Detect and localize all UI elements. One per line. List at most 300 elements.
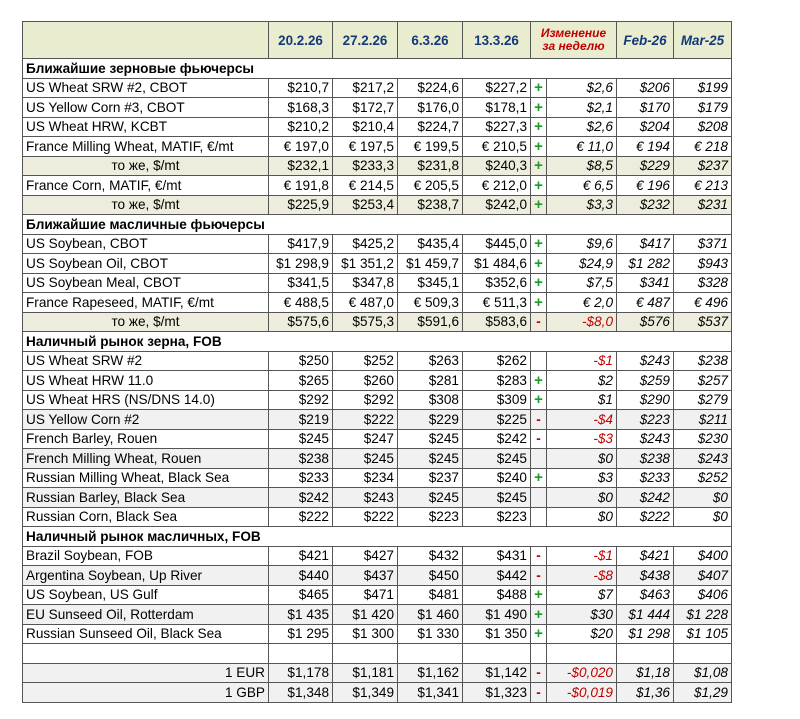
price-cell-3: € 199,5 xyxy=(398,137,463,157)
change-sign: + xyxy=(531,390,547,410)
price-cell-1: € 191,8 xyxy=(269,176,333,196)
row-label: Russian Corn, Black Sea xyxy=(23,507,269,527)
price-cell-1: $1 435 xyxy=(269,605,333,625)
weekly-change-value: $2,1 xyxy=(547,98,617,118)
header-row xyxy=(23,22,732,59)
price-cell-1: $168,3 xyxy=(269,98,333,118)
section-title: Ближайшие зерновые фьючерсы xyxy=(23,59,732,79)
table-row xyxy=(23,429,732,449)
weekly-change-value: $9,6 xyxy=(547,234,617,254)
price-cell-1: $341,5 xyxy=(269,273,333,293)
price-cell-1: $242 xyxy=(269,488,333,508)
mar-value: $279 xyxy=(674,390,732,410)
mar-value: $0 xyxy=(674,507,732,527)
row-label: Russian Sunseed Oil, Black Sea xyxy=(23,624,269,644)
mar-value: $230 xyxy=(674,429,732,449)
price-cell-2: $210,4 xyxy=(333,117,398,137)
price-cell-2: $260 xyxy=(333,371,398,391)
price-cell-1: $265 xyxy=(269,371,333,391)
weekly-change-value: -$0,020 xyxy=(547,663,617,683)
price-cell-1: $575,6 xyxy=(269,312,333,332)
change-sign: + xyxy=(531,293,547,313)
weekly-change-value: $1 xyxy=(547,390,617,410)
table-body xyxy=(23,59,732,703)
price-cell-3: $1 330 xyxy=(398,624,463,644)
header-date-4: 13.3.26 xyxy=(463,22,531,59)
price-cell-4: $283 xyxy=(463,371,531,391)
price-cell-4: $309 xyxy=(463,390,531,410)
change-sign xyxy=(531,351,547,371)
feb-value: $229 xyxy=(617,156,674,176)
row-label: France Rapeseed, MATIF, €/mt xyxy=(23,293,269,313)
price-cell-4: $431 xyxy=(463,546,531,566)
price-cell-4: $1,142 xyxy=(463,663,531,683)
change-sign: + xyxy=(531,117,547,137)
empty-cell xyxy=(547,644,617,664)
empty-cell xyxy=(674,644,732,664)
price-cell-2: $427 xyxy=(333,546,398,566)
feb-value: $170 xyxy=(617,98,674,118)
price-cell-3: $263 xyxy=(398,351,463,371)
row-label: US Yellow Corn #3, CBOT xyxy=(23,98,269,118)
price-cell-3: $224,6 xyxy=(398,78,463,98)
table-row xyxy=(23,488,732,508)
weekly-change-value: -$8,0 xyxy=(547,312,617,332)
feb-value: $576 xyxy=(617,312,674,332)
usd-conversion-row xyxy=(23,156,732,176)
price-cell-3: € 509,3 xyxy=(398,293,463,313)
feb-value: $290 xyxy=(617,390,674,410)
price-cell-4: $240,3 xyxy=(463,156,531,176)
mar-value: $199 xyxy=(674,78,732,98)
row-label: French Barley, Rouen xyxy=(23,429,269,449)
price-cell-3: $237 xyxy=(398,468,463,488)
mar-value: $943 xyxy=(674,254,732,274)
row-label: то же, $/mt xyxy=(23,195,269,215)
table-row xyxy=(23,507,732,527)
row-label: US Soybean, US Gulf xyxy=(23,585,269,605)
price-cell-4: $442 xyxy=(463,566,531,586)
row-label: US Wheat HRS (NS/DNS 14.0) xyxy=(23,390,269,410)
price-cell-4: $445,0 xyxy=(463,234,531,254)
section-title: Ближайшие масличные фьючерсы xyxy=(23,215,732,235)
price-cell-3: $1 460 xyxy=(398,605,463,625)
change-sign: + xyxy=(531,156,547,176)
mar-value: $257 xyxy=(674,371,732,391)
price-cell-3: $450 xyxy=(398,566,463,586)
section-header-row xyxy=(23,527,732,547)
exchange-rate-row xyxy=(23,683,732,703)
row-label: US Wheat HRW 11.0 xyxy=(23,371,269,391)
header-feb: Feb-26 xyxy=(617,22,674,59)
price-cell-3: $1 459,7 xyxy=(398,254,463,274)
weekly-change-value: € 2,0 xyxy=(547,293,617,313)
price-cell-1: $245 xyxy=(269,429,333,449)
weekly-change-value: € 11,0 xyxy=(547,137,617,157)
price-cell-2: $172,7 xyxy=(333,98,398,118)
change-sign: - xyxy=(531,566,547,586)
row-label: 1 EUR xyxy=(23,663,269,683)
price-cell-1: $238 xyxy=(269,449,333,469)
weekly-change-value: $7 xyxy=(547,585,617,605)
price-cell-3: $224,7 xyxy=(398,117,463,137)
mar-value: € 496 xyxy=(674,293,732,313)
price-cell-1: $233 xyxy=(269,468,333,488)
price-cell-1: $232,1 xyxy=(269,156,333,176)
price-cell-4: $488 xyxy=(463,585,531,605)
price-cell-3: $238,7 xyxy=(398,195,463,215)
change-sign: + xyxy=(531,137,547,157)
row-label: 1 GBP xyxy=(23,683,269,703)
price-cell-3: $231,8 xyxy=(398,156,463,176)
price-cell-2: $1,181 xyxy=(333,663,398,683)
price-cell-2: $437 xyxy=(333,566,398,586)
table-row xyxy=(23,98,732,118)
price-cell-4: $245 xyxy=(463,449,531,469)
header-change-line1: Изменение xyxy=(540,26,607,40)
header-date-2: 27.2.26 xyxy=(333,22,398,59)
feb-value: $242 xyxy=(617,488,674,508)
weekly-change-value: $20 xyxy=(547,624,617,644)
change-sign: + xyxy=(531,98,547,118)
price-cell-4: € 511,3 xyxy=(463,293,531,313)
price-cell-2: $1,349 xyxy=(333,683,398,703)
price-cell-3: $229 xyxy=(398,410,463,430)
price-cell-2: € 214,5 xyxy=(333,176,398,196)
price-cell-3: € 205,5 xyxy=(398,176,463,196)
price-cell-3: $245 xyxy=(398,488,463,508)
change-sign: - xyxy=(531,663,547,683)
weekly-change-value: $0 xyxy=(547,507,617,527)
section-header-row xyxy=(23,332,732,352)
mar-value: $238 xyxy=(674,351,732,371)
price-cell-4: $240 xyxy=(463,468,531,488)
weekly-change-value: -$0,019 xyxy=(547,683,617,703)
table-row xyxy=(23,78,732,98)
row-label: EU Sunseed Oil, Rotterdam xyxy=(23,605,269,625)
mar-value: $237 xyxy=(674,156,732,176)
price-cell-3: $223 xyxy=(398,507,463,527)
price-cell-1: $210,7 xyxy=(269,78,333,98)
price-cell-3: $245 xyxy=(398,429,463,449)
table-row xyxy=(23,546,732,566)
row-label: France Milling Wheat, MATIF, €/mt xyxy=(23,137,269,157)
price-cell-4: $583,6 xyxy=(463,312,531,332)
price-cell-2: $575,3 xyxy=(333,312,398,332)
price-cell-2: $217,2 xyxy=(333,78,398,98)
feb-value: $1 282 xyxy=(617,254,674,274)
weekly-change-value: -$4 xyxy=(547,410,617,430)
row-label: French Milling Wheat, Rouen xyxy=(23,449,269,469)
price-cell-4: $1 490 xyxy=(463,605,531,625)
price-cell-3: $176,0 xyxy=(398,98,463,118)
price-cell-2: $247 xyxy=(333,429,398,449)
price-cell-1: $1 298,9 xyxy=(269,254,333,274)
mar-value: $328 xyxy=(674,273,732,293)
mar-value: $407 xyxy=(674,566,732,586)
price-cell-1: $417,9 xyxy=(269,234,333,254)
mar-value: $1 228 xyxy=(674,605,732,625)
mar-value: $371 xyxy=(674,234,732,254)
price-cell-1: $421 xyxy=(269,546,333,566)
mar-value: $179 xyxy=(674,98,732,118)
price-cell-4: $1 350 xyxy=(463,624,531,644)
change-sign: + xyxy=(531,254,547,274)
header-date-3: 6.3.26 xyxy=(398,22,463,59)
usd-conversion-row xyxy=(23,312,732,332)
price-cell-3: $481 xyxy=(398,585,463,605)
mar-value: $211 xyxy=(674,410,732,430)
mar-value: $208 xyxy=(674,117,732,137)
mar-value: $0 xyxy=(674,488,732,508)
mar-value: $1 105 xyxy=(674,624,732,644)
weekly-change-value: -$3 xyxy=(547,429,617,449)
change-sign: + xyxy=(531,624,547,644)
feb-value: $243 xyxy=(617,351,674,371)
price-cell-1: $219 xyxy=(269,410,333,430)
table-row xyxy=(23,293,732,313)
mar-value: $243 xyxy=(674,449,732,469)
feb-value: $1,36 xyxy=(617,683,674,703)
price-cell-4: $227,2 xyxy=(463,78,531,98)
mar-value: € 213 xyxy=(674,176,732,196)
price-cell-4: $1,323 xyxy=(463,683,531,703)
price-table xyxy=(22,21,732,703)
price-cell-1: $1,178 xyxy=(269,663,333,683)
table-row xyxy=(23,351,732,371)
price-cell-3: $432 xyxy=(398,546,463,566)
row-label: то же, $/mt xyxy=(23,312,269,332)
price-cell-1: $1 295 xyxy=(269,624,333,644)
weekly-change-value: $2 xyxy=(547,371,617,391)
row-label: France Corn, MATIF, €/mt xyxy=(23,176,269,196)
empty-cell xyxy=(398,644,463,664)
usd-conversion-row xyxy=(23,195,732,215)
mar-value: € 218 xyxy=(674,137,732,157)
price-cell-4: $227,3 xyxy=(463,117,531,137)
price-cell-2: $425,2 xyxy=(333,234,398,254)
weekly-change-value: $3,3 xyxy=(547,195,617,215)
weekly-change-value: $2,6 xyxy=(547,117,617,137)
table-row xyxy=(23,273,732,293)
weekly-change-value: -$1 xyxy=(547,546,617,566)
table-row xyxy=(23,410,732,430)
row-label: US Soybean Meal, CBOT xyxy=(23,273,269,293)
weekly-change-value: $2,6 xyxy=(547,78,617,98)
price-cell-2: $243 xyxy=(333,488,398,508)
feb-value: $463 xyxy=(617,585,674,605)
price-cell-4: $225 xyxy=(463,410,531,430)
section-header-row xyxy=(23,59,732,79)
feb-value: $438 xyxy=(617,566,674,586)
change-sign xyxy=(531,507,547,527)
price-cell-2: $252 xyxy=(333,351,398,371)
table-row xyxy=(23,449,732,469)
empty-cell xyxy=(531,644,547,664)
row-label: US Soybean, CBOT xyxy=(23,234,269,254)
feb-value: € 487 xyxy=(617,293,674,313)
change-sign: + xyxy=(531,371,547,391)
price-cell-2: $234 xyxy=(333,468,398,488)
price-cell-4: $245 xyxy=(463,488,531,508)
change-sign: - xyxy=(531,429,547,449)
table-row xyxy=(23,234,732,254)
feb-value: $222 xyxy=(617,507,674,527)
price-cell-1: $225,9 xyxy=(269,195,333,215)
price-cell-1: $1,348 xyxy=(269,683,333,703)
empty-cell xyxy=(23,644,269,664)
header-label-cell xyxy=(23,22,269,59)
price-cell-4: $352,6 xyxy=(463,273,531,293)
feb-value: $1 298 xyxy=(617,624,674,644)
change-sign: - xyxy=(531,312,547,332)
table-row xyxy=(23,137,732,157)
feb-value: € 196 xyxy=(617,176,674,196)
price-cell-2: $292 xyxy=(333,390,398,410)
change-sign xyxy=(531,488,547,508)
table-row xyxy=(23,605,732,625)
mar-value: $1,08 xyxy=(674,663,732,683)
price-cell-4: $242,0 xyxy=(463,195,531,215)
mar-value: $400 xyxy=(674,546,732,566)
feb-value: $232 xyxy=(617,195,674,215)
feb-value: $223 xyxy=(617,410,674,430)
change-sign: + xyxy=(531,234,547,254)
change-sign: - xyxy=(531,410,547,430)
price-cell-4: € 212,0 xyxy=(463,176,531,196)
exchange-rate-row xyxy=(23,663,732,683)
table-row xyxy=(23,390,732,410)
weekly-change-value: -$8 xyxy=(547,566,617,586)
spacer-row xyxy=(23,644,732,664)
price-cell-3: $435,4 xyxy=(398,234,463,254)
weekly-change-value: $24,9 xyxy=(547,254,617,274)
empty-cell xyxy=(269,644,333,664)
weekly-change-value: $0 xyxy=(547,488,617,508)
price-cell-1: $210,2 xyxy=(269,117,333,137)
price-table-container xyxy=(22,21,732,703)
section-title: Наличный рынок зерна, FOB xyxy=(23,332,732,352)
price-cell-2: $245 xyxy=(333,449,398,469)
row-label: US Soybean Oil, CBOT xyxy=(23,254,269,274)
table-row xyxy=(23,624,732,644)
feb-value: $421 xyxy=(617,546,674,566)
empty-cell xyxy=(333,644,398,664)
table-row xyxy=(23,371,732,391)
section-title: Наличный рынок масличных, FOB xyxy=(23,527,732,547)
table-row xyxy=(23,585,732,605)
price-cell-3: $308 xyxy=(398,390,463,410)
mar-value: $537 xyxy=(674,312,732,332)
row-label: Russian Milling Wheat, Black Sea xyxy=(23,468,269,488)
table-row xyxy=(23,254,732,274)
feb-value: $238 xyxy=(617,449,674,469)
feb-value: $417 xyxy=(617,234,674,254)
row-label: Russian Barley, Black Sea xyxy=(23,488,269,508)
price-cell-2: $253,4 xyxy=(333,195,398,215)
feb-value: $1 444 xyxy=(617,605,674,625)
empty-cell xyxy=(463,644,531,664)
price-cell-2: $1 420 xyxy=(333,605,398,625)
feb-value: $341 xyxy=(617,273,674,293)
weekly-change-value: -$1 xyxy=(547,351,617,371)
price-cell-2: $222 xyxy=(333,410,398,430)
header-date-1: 20.2.26 xyxy=(269,22,333,59)
table-row xyxy=(23,468,732,488)
price-cell-2: € 197,5 xyxy=(333,137,398,157)
price-cell-4: $178,1 xyxy=(463,98,531,118)
price-cell-2: $347,8 xyxy=(333,273,398,293)
price-cell-4: € 210,5 xyxy=(463,137,531,157)
feb-value: € 194 xyxy=(617,137,674,157)
row-label: US Yellow Corn #2 xyxy=(23,410,269,430)
price-cell-2: $222 xyxy=(333,507,398,527)
price-cell-3: $281 xyxy=(398,371,463,391)
change-sign: + xyxy=(531,468,547,488)
price-cell-3: $1,341 xyxy=(398,683,463,703)
section-header-row xyxy=(23,215,732,235)
weekly-change-value: $8,5 xyxy=(547,156,617,176)
row-label: US Wheat SRW #2, CBOT xyxy=(23,78,269,98)
mar-value: $252 xyxy=(674,468,732,488)
price-cell-1: $222 xyxy=(269,507,333,527)
change-sign: + xyxy=(531,273,547,293)
weekly-change-value: € 6,5 xyxy=(547,176,617,196)
price-cell-1: $250 xyxy=(269,351,333,371)
table-row xyxy=(23,566,732,586)
price-cell-4: $242 xyxy=(463,429,531,449)
row-label: Brazil Soybean, FOB xyxy=(23,546,269,566)
price-cell-2: $1 351,2 xyxy=(333,254,398,274)
price-cell-3: $591,6 xyxy=(398,312,463,332)
price-cell-2: $471 xyxy=(333,585,398,605)
row-label: Argentina Soybean, Up River xyxy=(23,566,269,586)
feb-value: $259 xyxy=(617,371,674,391)
price-cell-1: $465 xyxy=(269,585,333,605)
feb-value: $233 xyxy=(617,468,674,488)
header-weekly-change xyxy=(531,22,617,59)
change-sign: + xyxy=(531,176,547,196)
feb-value: $243 xyxy=(617,429,674,449)
change-sign: - xyxy=(531,683,547,703)
empty-cell xyxy=(617,644,674,664)
price-cell-2: $233,3 xyxy=(333,156,398,176)
change-sign: + xyxy=(531,605,547,625)
change-sign: - xyxy=(531,546,547,566)
row-label: US Wheat HRW, KCBT xyxy=(23,117,269,137)
price-cell-1: € 197,0 xyxy=(269,137,333,157)
price-cell-1: $440 xyxy=(269,566,333,586)
mar-value: $406 xyxy=(674,585,732,605)
price-cell-4: $223 xyxy=(463,507,531,527)
weekly-change-value: $30 xyxy=(547,605,617,625)
weekly-change-value: $0 xyxy=(547,449,617,469)
header-change-line2: за неделю xyxy=(542,39,605,53)
price-cell-1: $292 xyxy=(269,390,333,410)
row-label: US Wheat SRW #2 xyxy=(23,351,269,371)
feb-value: $204 xyxy=(617,117,674,137)
change-sign: + xyxy=(531,195,547,215)
mar-value: $231 xyxy=(674,195,732,215)
price-cell-3: $345,1 xyxy=(398,273,463,293)
mar-value: $1,29 xyxy=(674,683,732,703)
change-sign xyxy=(531,449,547,469)
change-sign: + xyxy=(531,78,547,98)
table-row xyxy=(23,176,732,196)
price-cell-2: $1 300 xyxy=(333,624,398,644)
table-row xyxy=(23,117,732,137)
weekly-change-value: $3 xyxy=(547,468,617,488)
